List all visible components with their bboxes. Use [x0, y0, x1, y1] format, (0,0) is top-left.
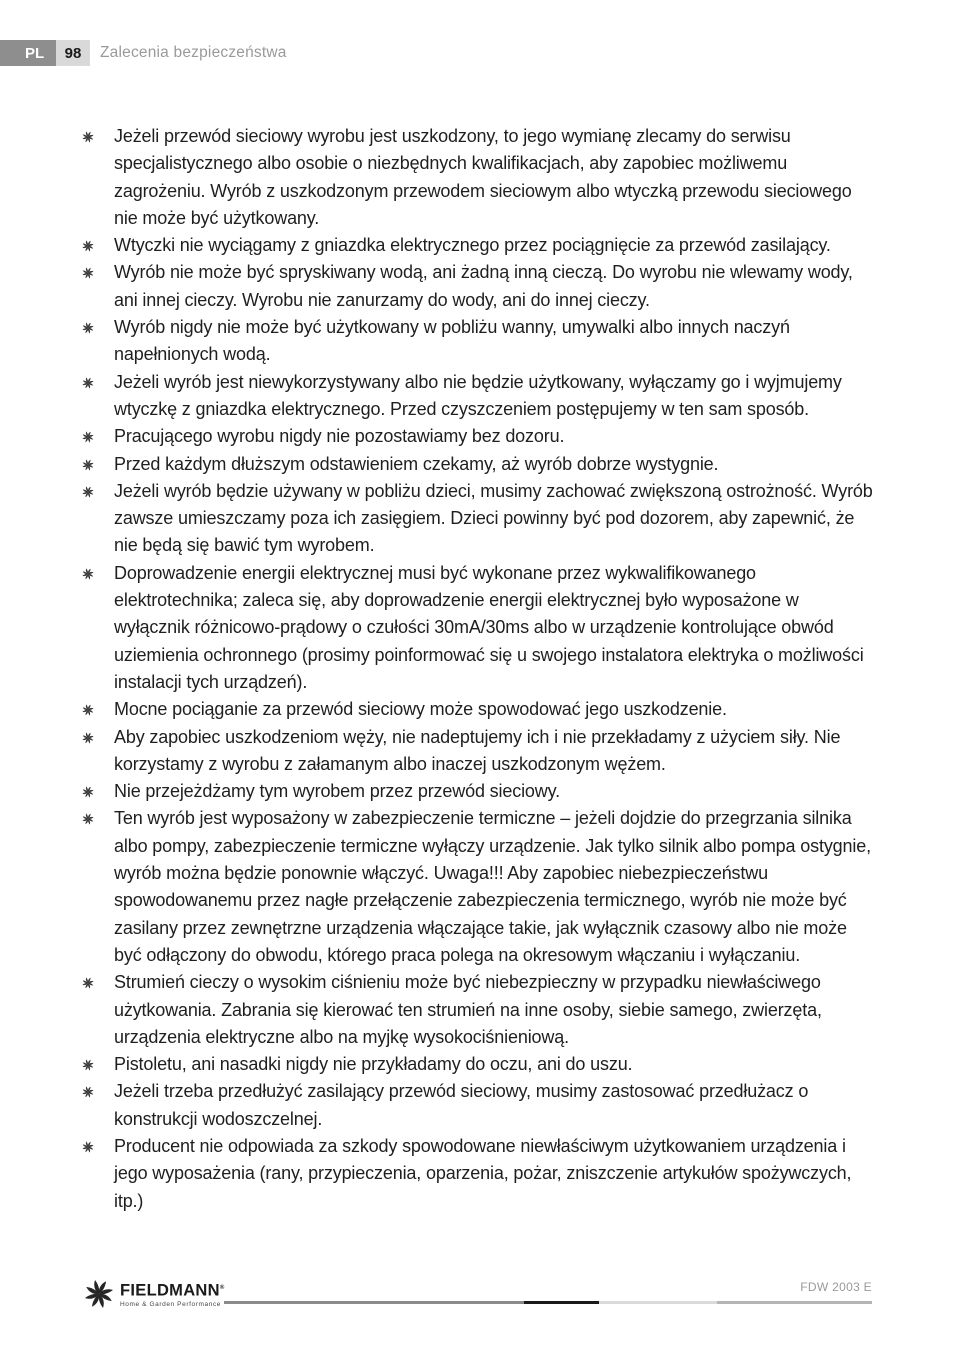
list-item — [82, 1051, 877, 1078]
footer-rule-mid — [717, 1301, 872, 1304]
list-item-text: Wtyczki nie wyciągamy z gniazdka elektrycznego przez pociągnięcie za przewód zasilający. — [114, 235, 831, 256]
footer-rule-dark — [224, 1301, 524, 1304]
list-item — [82, 560, 877, 696]
list-item-text: Pracującego wyrobu nigdy nie pozostawiamy bez dozoru. — [114, 426, 565, 447]
bullet-icon — [82, 240, 94, 252]
bullet-icon — [82, 813, 94, 825]
fan-logo-icon — [82, 1277, 116, 1311]
footer-rule-black — [524, 1301, 599, 1304]
bullet-icon — [82, 1086, 94, 1098]
list-item-text: Producent nie odpowiada za szkody spowodowane niewłaściwym użytkowaniem urządzenia i jego wyposażenia (rany, przypieczenia, oparzenia, pożar, zniszczenie artykułów spożywczych, itp.) — [114, 1135, 852, 1211]
list-item — [82, 451, 877, 478]
list-item — [82, 369, 877, 424]
instruction-list — [82, 123, 877, 1215]
bullet-icon — [82, 786, 94, 798]
footer-rule-light — [599, 1301, 717, 1304]
bullet-icon — [82, 322, 94, 334]
list-item — [82, 805, 877, 969]
list-item-text: Strumień cieczy o wysokim ciśnieniu może być niebezpieczny w przypadku niewłaściwego użytkowania. Zabrania się kierować ten strumień na inne osoby, siebie samego, zwierzęta, urządzenia elektryczne albo na myjkę wysokociśnieniową. — [114, 972, 822, 1047]
list-item — [82, 778, 877, 805]
bullet-icon — [82, 267, 94, 279]
list-item-text: Wyrób nie może być spryskiwany wodą, ani żadną inną cieczą. Do wyrobu nie wlewamy wody, ani innej cieczy. Wyrobu nie zanurzamy do wody, ani do innej cieczy. — [114, 262, 853, 310]
list-item — [82, 423, 877, 450]
list-item-text: Jeżeli przewód sieciowy wyrobu jest uszkodzony, to jego wymianę zlecamy do serwisu specjalistycznego albo osobie o niezbędnych kwalifikacjach, aby zapobiec możliwemu zagrożeniu. Wyrób z uszkodzonym przewodem sieciowym albo wtyczką przewodu sieciowego nie może być użytkowany. — [114, 126, 852, 228]
page-header — [0, 40, 287, 66]
list-item — [82, 724, 877, 779]
bullet-icon — [82, 131, 94, 143]
brand-name: FIELDMANN® — [120, 1281, 225, 1300]
language-tab: PL — [0, 40, 56, 66]
list-item-text: Wyrób nigdy nie może być użytkowany w pobliżu wanny, umywalki albo innych naczyń napełnionych wodą. — [114, 317, 790, 365]
list-item — [82, 478, 877, 560]
bullet-icon — [82, 704, 94, 716]
list-item — [82, 969, 877, 1051]
list-item-text: Doprowadzenie energii elektrycznej musi być wykonane przez wykwalifikowanego elektrotechnika; zaleca się, aby doprowadzenie energii elektrycznej było wyposażone w wyłącznik różnicowo-prądowy o czułości 30mA/30ms albo w urządzenie kontrolujące obwód uziemienia ochronnego (prosimy poinformować się u swojego instalatora elektryka o możliwości instalacji tych urządzeń). — [114, 562, 864, 692]
section-title: Zalecenia bezpieczeństwa — [100, 44, 287, 61]
safety-instructions — [82, 123, 877, 1215]
brand-logo — [82, 1277, 225, 1311]
list-item-text: Jeżeli wyrób będzie używany w pobliżu dzieci, musimy zachować zwiększoną ostrożność. Wyrób zawsze umieszczamy poza ich zasięgiem. Dzieci powinny być pod dozorem, aby zapewnić, że nie będą się bawić tym wyrobem. — [114, 480, 873, 556]
list-item-text: Mocne pociąganie za przewód sieciowy może spowodować jego uszkodzenie. — [114, 699, 727, 720]
list-item — [82, 232, 877, 259]
list-item-text: Pistoletu, ani nasadki nigdy nie przykładamy do oczu, ani do uszu. — [114, 1054, 633, 1075]
bullet-icon — [82, 1141, 94, 1153]
bullet-icon — [82, 486, 94, 498]
brand-tagline: Home & Garden Performance — [120, 1300, 221, 1308]
list-item-text: Aby zapobiec uszkodzeniom węży, nie nadeptujemy ich i nie przekładamy z użyciem siły. Nie korzystamy z wyrobu z załamanym albo inaczej uszkodzonym wężem. — [114, 726, 841, 774]
bullet-icon — [82, 431, 94, 443]
list-item-text: Jeżeli trzeba przedłużyć zasilający przewód sieciowy, musimy zastosować przedłużacz o konstrukcji wodoszczelnej. — [114, 1081, 809, 1129]
model-number: FDW 2003 E — [800, 1280, 872, 1294]
list-item — [82, 1078, 877, 1133]
bullet-icon — [82, 377, 94, 389]
list-item-text: Przed każdym dłuższym odstawieniem czekamy, aż wyrób dobrze wystygnie. — [114, 453, 719, 474]
bullet-icon — [82, 459, 94, 471]
bullet-icon — [82, 732, 94, 744]
bullet-icon — [82, 977, 94, 989]
page-number: 98 — [56, 40, 90, 66]
bullet-icon — [82, 568, 94, 580]
list-item — [82, 314, 877, 369]
list-item — [82, 1133, 877, 1215]
list-item-text: Nie przejeżdżamy tym wyrobem przez przewód sieciowy. — [114, 781, 561, 802]
list-item-text: Jeżeli wyrób jest niewykorzystywany albo nie będzie użytkowany, wyłączamy go i wyjmujemy wtyczkę z gniazdka elektrycznego. Przed czyszczeniem postępujemy w ten sam sposób. — [114, 371, 842, 419]
list-item — [82, 259, 877, 314]
bullet-icon — [82, 1059, 94, 1071]
list-item-text: Ten wyrób jest wyposażony w zabezpieczenie termiczne – jeżeli dojdzie do przegrzania silnika albo pompy, zabezpieczenie termiczne wyłączy urządzenie. Jak tylko silnik albo pompa ostygnie, wyrób można będzie ponownie włączyć. Uwaga!!! Aby zapobiec niebezpieczeństwu spowodowanemu przez nagłe przełączenie zabezpieczenia termicznego, wyrób nie może być zasilany przez zewnętrzne urządzenia włączające takie, jak wyłącznik czasowy albo nie może być odłączony do obwodu, którego praca polega na okresowym włączaniu i wyłączaniu. — [114, 808, 871, 965]
list-item — [82, 696, 877, 723]
list-item — [82, 123, 877, 232]
